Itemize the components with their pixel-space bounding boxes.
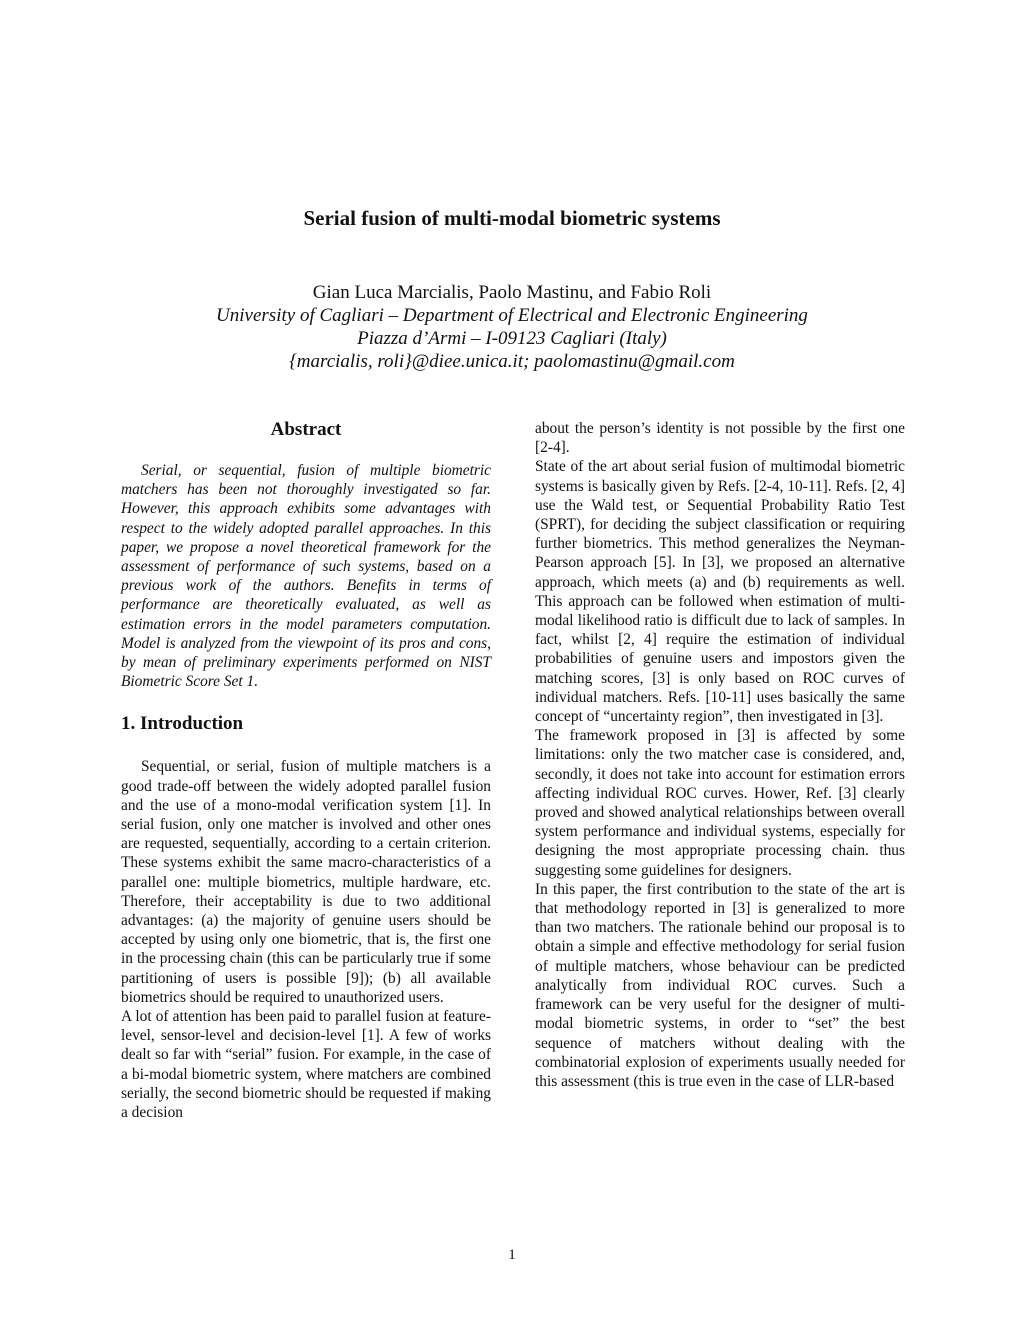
right-paragraph-2: State of the art about serial fusion of multimodal biometric systems is basically given by Refs. [2-4, 10-11]. Refs. [2, 4] use the Wald test, or Sequential Probability Ratio Test (SPRT), for deciding the subject classification or requiring further biometrics. This method generalizes the Neyman-Pearson approach [5]. In [3], we proposed an alternative approach, which meets (a) and (b) requirements as well. This approach can be followed when estimation of multi-modal likelihood ratio is difficult due to lack of samples. In fact, whilst [2, 4] require the estimation of individual probabilities of genuine users and impostors given the matching scores, [3] is only based on ROC curves of individual matchers. Refs. [10-11] uses basically the same concept of “uncertainty region”, then investigated in [3]. — [535, 458, 905, 726]
right-paragraph-3: The framework proposed in [3] is affected by some limitations: only the two matcher case is considered, and, secondly, it does not take into account for estimation errors affecting individual ROC curves. Hower, Ref. [3] clearly proved and showed analytical relationships between overall system performance and individual systems, especially for designing the most appropriate processing chain. thus suggesting some guidelines for designers. — [535, 727, 905, 879]
page-number: 1 — [508, 1247, 516, 1263]
author-names: Gian Luca Marcialis, Paolo Mastinu, and Fabio Roli — [312, 282, 712, 303]
intro-paragraph-2: A lot of attention has been paid to parallel fusion at feature-level, sensor-level and decision-level [1]. A few of works dealt so far with “serial” fusion. For example, in the case of a bi-modal biometric system, where matchers are combined serially, the second biometric should be requested if making a decision — [121, 1008, 491, 1122]
address: Piazza d’Armi – I-09123 Cagliari (Italy) — [357, 328, 667, 349]
affiliation: University of Cagliari – Department of Electrical and Electronic Engineering — [216, 305, 808, 326]
author-block — [0, 281, 1024, 373]
right-column — [535, 419, 905, 1091]
abstract-text: Serial, or sequential, fusion of multiple biometric matchers has been not thoroughly investigated so far. However, this approach exhibits some advantages with respect to the widely adopted parallel approaches. In this paper, we propose a novel theoretical framework for the assessment of performance of such systems, based on a previous work of the authors. Benefits in terms of performance are theoretically evaluated, as well as estimation errors in the model parameters computation. Model is analyzed from the viewpoint of its pros and cons, by mean of preliminary experiments performed on NIST Biometric Score Set 1. — [121, 462, 491, 691]
intro-paragraph-1: Sequential, or serial, fusion of multiple matchers is a good trade-off between the widely adopted parallel fusion and the use of a mono-modal verification system [1]. In serial fusion, only one matcher is involved and other ones are requested, sequentially, according to a certain criterion. These systems exhibit the same macro-characteristics of a parallel one: multiple biometrics, multiple hardware, etc. Therefore, their acceptability is due to two additional advantages: (a) the majority of genuine users should be accepted by using only one biometric, that is, the first one in the processing chain (this can be particularly true if some partitioning of users is possible [9]); (b) all available biometrics should be required to unauthorized users. — [121, 758, 491, 1006]
abstract-heading: Abstract — [270, 419, 342, 440]
left-column — [121, 417, 491, 1122]
right-paragraph-4: In this paper, the first contribution to the state of the art is that methodology reported in [3] is generalized to more than two matchers. The rationale behind our proposal is to obtain a simple and effective methodology for serial fusion of multiple matchers, whose behaviour can be predicted analytically from individual ROC curves. Such a framework can be very useful for the designer of multi-modal biometric systems, in order to “set” the best sequence of matchers without dealing with the combinatorial explosion of experiments usually needed for this assessment (this is true even in the case of LLR-based — [535, 880, 905, 1090]
author-emails: {marcialis, roli}@diee.unica.it; paolomastinu@gmail.com — [289, 351, 735, 372]
paper-title: Serial fusion of multi-modal biometric systems — [303, 206, 721, 230]
introduction-heading: 1. Introduction — [121, 713, 244, 735]
right-paragraph-1: about the person’s identity is not possible by the first one [2-4]. — [535, 420, 905, 457]
